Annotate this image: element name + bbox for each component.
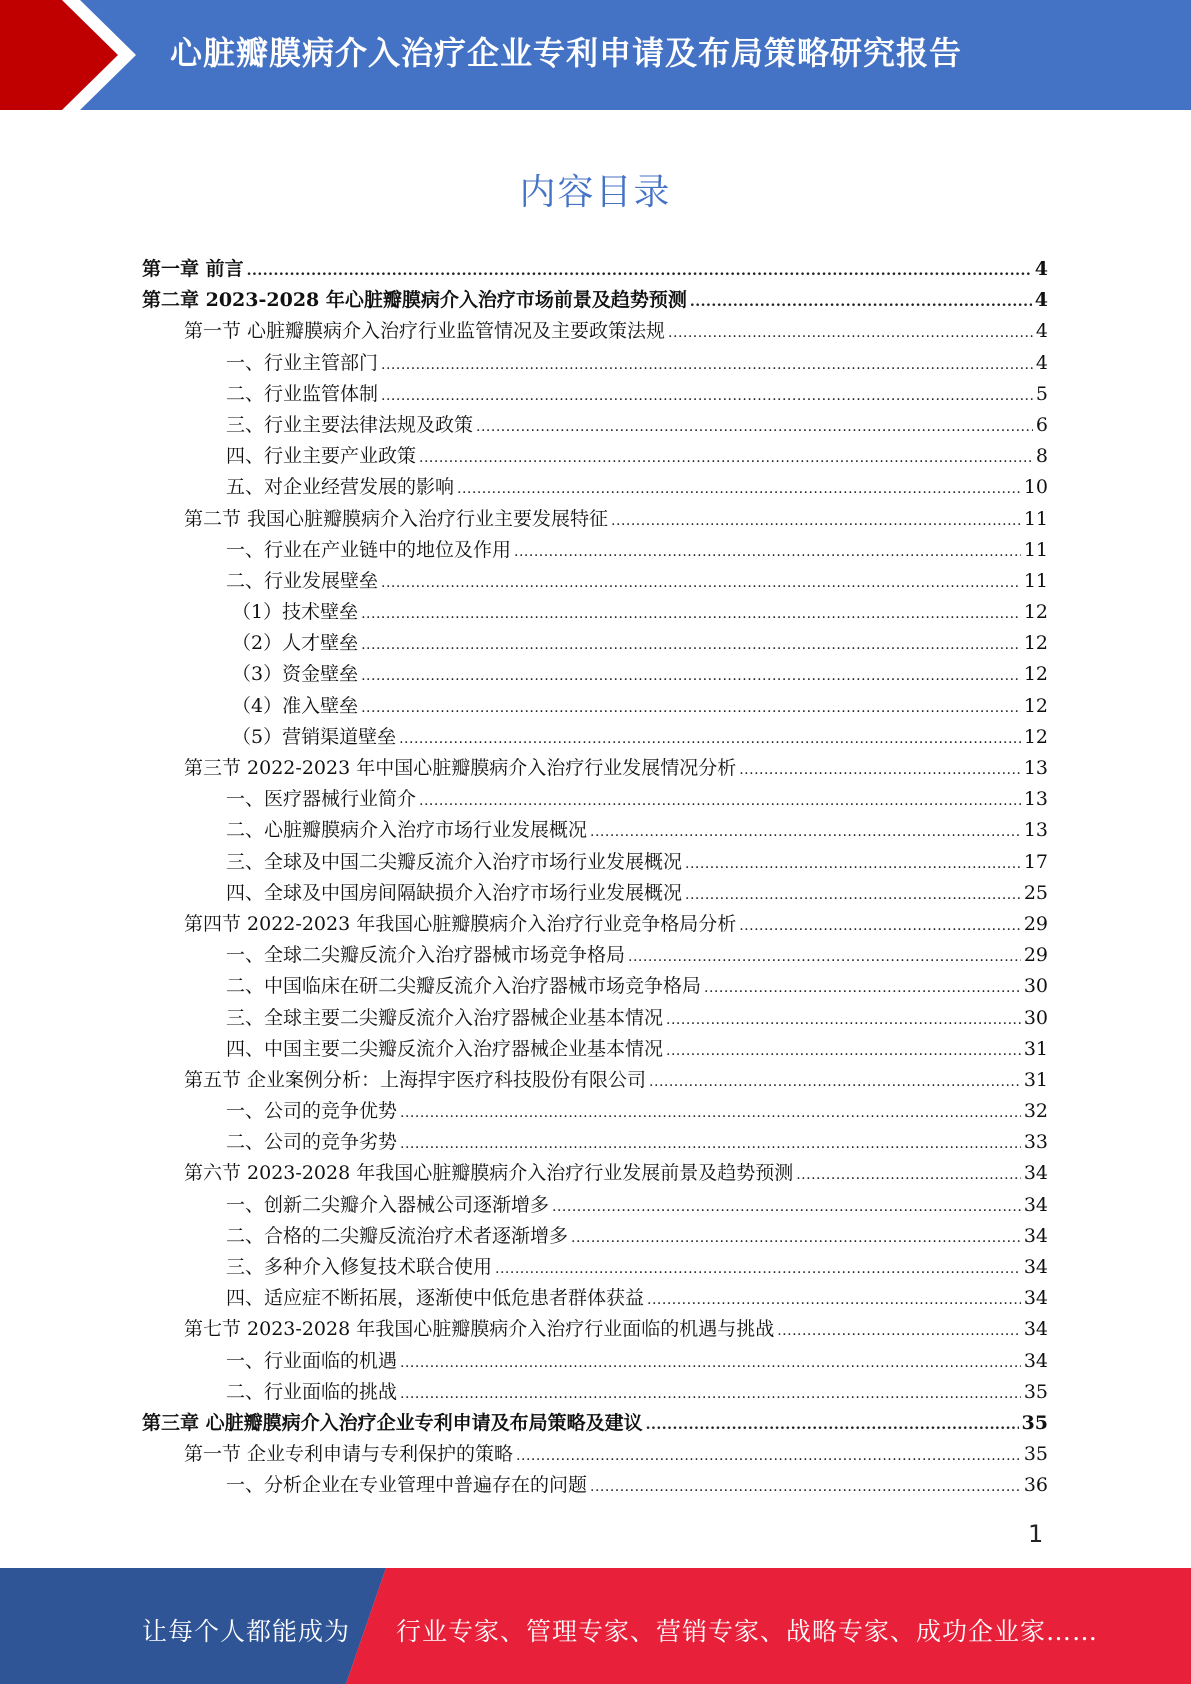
toc-entry-page: 31	[1023, 1068, 1048, 1091]
toc-entry[interactable]	[142, 1252, 1048, 1283]
toc-entry-label: 一、全球二尖瓣反流介入治疗器械市场竞争格局	[226, 944, 626, 967]
toc-entry-label: 四、行业主要产业政策	[226, 445, 417, 468]
toc-dot-leader	[590, 817, 1021, 848]
toc-entry-label: 第一节 企业专利申请与专利保护的策略	[184, 1443, 514, 1466]
toc-entry-page: 34	[1023, 1318, 1048, 1341]
toc-dot-leader	[552, 1192, 1021, 1223]
toc-entry[interactable]	[142, 254, 1048, 285]
toc-entry[interactable]	[142, 566, 1048, 597]
toc-entry[interactable]	[142, 1127, 1048, 1158]
toc-entry-label: 二、行业发展壁垒	[226, 569, 379, 592]
toc-entry[interactable]	[142, 348, 1048, 379]
toc-entry-page: 4	[1035, 320, 1048, 343]
toc-entry-label: 第七节 2023-2028 年我国心脏瓣膜病介入治疗行业面临的机遇与挑战	[184, 1318, 775, 1341]
toc-entry-label: 四、中国主要二尖瓣反流介入治疗器械企业基本情况	[226, 1037, 664, 1060]
toc-entry-label: 一、行业面临的机遇	[226, 1349, 398, 1372]
toc-entry-label: 二、行业面临的挑战	[226, 1380, 398, 1403]
toc-entry[interactable]	[142, 410, 1048, 441]
toc-entry-label: （5）营销渠道壁垒	[232, 725, 397, 748]
toc-entry-label: 第五节 企业案例分析：上海捍宇医疗科技股份有限公司	[184, 1068, 647, 1091]
toc-entry[interactable]	[142, 597, 1048, 628]
toc-entry-page: 12	[1023, 663, 1048, 686]
toc-entry[interactable]	[142, 940, 1048, 971]
toc-entry[interactable]	[142, 847, 1048, 878]
toc-entry[interactable]	[142, 1377, 1048, 1408]
toc-entry-label: 三、全球及中国二尖瓣反流介入治疗市场行业发展概况	[226, 850, 683, 873]
toc-dot-leader	[361, 693, 1021, 724]
toc-dot-leader	[457, 474, 1021, 505]
toc-entry-label: 一、创新二尖瓣介入器械公司逐渐增多	[226, 1193, 550, 1216]
toc-dot-leader	[704, 973, 1021, 1004]
toc-entry[interactable]	[142, 472, 1048, 503]
toc-dot-leader	[590, 1472, 1021, 1503]
toc-entry-label: 五、对企业经营发展的影响	[226, 476, 455, 499]
toc-entry-page: 34	[1023, 1162, 1048, 1185]
toc-entry-label: 第一章 前言	[142, 258, 244, 280]
toc-dot-leader	[666, 1005, 1021, 1036]
toc-entry-label: （4）准入壁垒	[232, 694, 359, 717]
toc-dot-leader	[381, 381, 1033, 412]
toc-entry-page: 12	[1023, 694, 1048, 717]
toc-entry-label: 第二节 我国心脏瓣膜病介入治疗行业主要发展特征	[184, 507, 609, 530]
toc-dot-leader	[685, 880, 1021, 911]
toc-entry-page: 29	[1023, 944, 1048, 967]
toc-entry-page: 34	[1023, 1349, 1048, 1372]
toc-dot-leader	[400, 1348, 1021, 1379]
toc-entry-page: 30	[1023, 1006, 1048, 1029]
toc-entry-page: 36	[1023, 1474, 1048, 1497]
toc-entry-label: （1）技术壁垒	[232, 601, 359, 624]
toc-dot-leader	[361, 661, 1021, 692]
toc-entry-page: 13	[1023, 819, 1048, 842]
toc-entry[interactable]	[142, 691, 1048, 722]
toc-entry[interactable]	[142, 1470, 1048, 1501]
toc-entry-page: 4	[1034, 289, 1048, 312]
toc-entry-label: 二、行业监管体制	[226, 382, 379, 405]
header-banner	[0, 0, 1191, 110]
toc-entry-page: 11	[1023, 569, 1048, 592]
toc-entry[interactable]	[142, 815, 1048, 846]
toc-entry[interactable]	[142, 722, 1048, 753]
toc-entry-label: 四、适应症不断拓展，逐渐使中低危患者群体获益	[226, 1287, 645, 1310]
toc-entry-page: 5	[1035, 382, 1048, 405]
footer-slogan-right: 行业专家、管理专家、营销专家、战略专家、成功企业家……	[396, 1617, 1099, 1646]
table-of-contents	[142, 254, 1048, 1502]
toc-dot-leader	[685, 849, 1021, 880]
report-title: 心脏瓣膜病介入治疗企业专利申请及布局策略研究报告	[170, 34, 963, 72]
toc-dot-leader	[400, 1379, 1021, 1410]
toc-entry-label: 一、行业在产业链中的地位及作用	[226, 538, 512, 561]
toc-entry-label: （2）人才壁垒	[232, 632, 359, 655]
toc-entry-label: 四、全球及中国房间隔缺损介入治疗市场行业发展概况	[226, 881, 683, 904]
toc-dot-leader	[739, 911, 1021, 942]
toc-entry-label: 一、公司的竞争优势	[226, 1100, 398, 1123]
toc-entry-page: 11	[1023, 507, 1048, 530]
toc-dot-leader	[796, 1160, 1021, 1191]
toc-entry[interactable]	[142, 379, 1048, 410]
toc-dot-leader	[647, 1285, 1021, 1316]
toc-entry[interactable]	[142, 1346, 1048, 1377]
toc-entry-page: 35	[1023, 1443, 1048, 1466]
page-number: 1	[1028, 1520, 1044, 1548]
toc-entry[interactable]	[142, 1158, 1048, 1189]
toc-entry[interactable]	[142, 1314, 1048, 1345]
toc-dot-leader	[514, 537, 1021, 568]
toc-dot-leader	[666, 1036, 1021, 1067]
toc-entry-page: 35	[1021, 1411, 1048, 1434]
toc-entry-page: 33	[1023, 1131, 1048, 1154]
toc-entry-page: 34	[1023, 1193, 1048, 1216]
toc-entry[interactable]	[142, 316, 1048, 347]
toc-heading: 内容目录	[519, 172, 672, 213]
toc-entry-page: 17	[1023, 850, 1048, 873]
toc-dot-leader	[476, 412, 1033, 443]
toc-entry-label: 第二章 2023-2028 年心脏瓣膜病介入治疗市场前景及趋势预测	[142, 289, 687, 312]
toc-dot-leader	[668, 318, 1033, 349]
toc-dot-leader	[611, 506, 1021, 537]
toc-dot-leader	[381, 350, 1033, 381]
toc-entry[interactable]	[142, 628, 1048, 659]
toc-entry[interactable]	[142, 1408, 1048, 1439]
toc-dot-leader	[399, 724, 1021, 755]
toc-entry-page: 4	[1034, 258, 1048, 280]
toc-dot-leader	[777, 1316, 1021, 1347]
toc-entry-page: 10	[1023, 476, 1048, 499]
toc-dot-leader	[419, 786, 1021, 817]
toc-entry-page: 31	[1023, 1037, 1048, 1060]
toc-entry[interactable]	[142, 1096, 1048, 1127]
toc-entry-page: 12	[1023, 725, 1048, 748]
toc-entry-label: 第三节 2022-2023 年中国心脏瓣膜病介入治疗行业发展情况分析	[184, 757, 737, 779]
toc-entry-label: 二、中国临床在研二尖瓣反流介入治疗器械市场竞争格局	[226, 975, 702, 998]
toc-entry-page: 25	[1023, 881, 1048, 904]
footer-slogan-left: 让每个人都能成为	[142, 1617, 351, 1646]
toc-entry-page: 8	[1035, 445, 1048, 468]
toc-entry-label: 三、行业主要法律法规及政策	[226, 413, 474, 436]
toc-entry[interactable]	[142, 659, 1048, 690]
toc-entry-page: 30	[1023, 975, 1048, 998]
toc-dot-leader	[649, 1067, 1021, 1098]
toc-entry[interactable]	[142, 1439, 1048, 1470]
toc-dot-leader	[361, 599, 1021, 630]
toc-entry-page: 6	[1035, 413, 1048, 436]
toc-dot-leader	[419, 443, 1033, 474]
toc-entry[interactable]	[142, 1003, 1048, 1034]
toc-entry-page: 12	[1023, 601, 1048, 624]
toc-entry[interactable]	[142, 909, 1048, 940]
toc-entry-page: 34	[1023, 1287, 1048, 1310]
toc-entry[interactable]	[142, 1283, 1048, 1314]
toc-dot-leader	[400, 1129, 1021, 1160]
toc-dot-leader	[690, 287, 1032, 318]
toc-entry-page: 11	[1023, 538, 1048, 561]
toc-entry[interactable]	[142, 753, 1048, 784]
toc-entry-page: 35	[1023, 1380, 1048, 1403]
toc-entry-label: （3）资金壁垒	[232, 663, 359, 686]
toc-entry[interactable]	[142, 1034, 1048, 1065]
toc-entry[interactable]	[142, 971, 1048, 1002]
toc-entry-page: 34	[1023, 1224, 1048, 1247]
toc-dot-leader	[628, 942, 1021, 973]
toc-entry-page: 13	[1023, 757, 1048, 779]
toc-entry-label: 二、心脏瓣膜病介入治疗市场行业发展概况	[226, 819, 588, 842]
toc-dot-leader	[381, 568, 1021, 599]
toc-entry-label: 第一节 心脏瓣膜病介入治疗行业监管情况及主要政策法规	[184, 320, 666, 343]
toc-entry-label: 第四节 2022-2023 年我国心脏瓣膜病介入治疗行业竞争格局分析	[184, 912, 737, 935]
toc-dot-leader	[571, 1223, 1021, 1254]
toc-dot-leader	[646, 1410, 1019, 1441]
footer-banner	[0, 1568, 1191, 1684]
toc-entry-label: 二、合格的二尖瓣反流治疗术者逐渐增多	[226, 1224, 569, 1247]
toc-entry-label: 一、分析企业在专业管理中普遍存在的问题	[226, 1474, 588, 1497]
toc-entry[interactable]	[142, 535, 1048, 566]
toc-entry-label: 一、医疗器械行业简介	[226, 788, 417, 811]
toc-entry-page: 34	[1023, 1256, 1048, 1278]
toc-entry-page: 4	[1035, 351, 1048, 374]
toc-dot-leader	[516, 1441, 1021, 1472]
toc-entry[interactable]	[142, 878, 1048, 909]
toc-entry[interactable]	[142, 441, 1048, 472]
toc-entry[interactable]	[142, 784, 1048, 815]
toc-dot-leader	[361, 630, 1021, 661]
toc-entry-page: 32	[1023, 1100, 1048, 1123]
toc-entry[interactable]	[142, 1221, 1048, 1252]
toc-entry-page: 29	[1023, 912, 1048, 935]
toc-entry-label: 一、行业主管部门	[226, 351, 379, 374]
toc-entry-page: 12	[1023, 632, 1048, 655]
toc-entry-page: 13	[1023, 788, 1048, 811]
toc-dot-leader	[400, 1098, 1021, 1129]
toc-entry-label: 第三章 心脏瓣膜病介入治疗企业专利申请及布局策略及建议	[142, 1411, 643, 1434]
toc-entry[interactable]	[142, 1190, 1048, 1221]
toc-entry-label: 三、全球主要二尖瓣反流介入治疗器械企业基本情况	[226, 1006, 664, 1029]
toc-entry[interactable]	[142, 504, 1048, 535]
toc-entry[interactable]	[142, 285, 1048, 316]
toc-dot-leader	[739, 755, 1021, 786]
toc-entry[interactable]	[142, 1065, 1048, 1096]
toc-entry-label: 第六节 2023-2028 年我国心脏瓣膜病介入治疗行业发展前景及趋势预测	[184, 1162, 794, 1185]
toc-dot-leader	[247, 256, 1032, 287]
toc-dot-leader	[495, 1254, 1021, 1285]
toc-entry-label: 三、多种介入修复技术联合使用	[226, 1256, 493, 1278]
toc-entry-label: 二、公司的竞争劣势	[226, 1131, 398, 1154]
